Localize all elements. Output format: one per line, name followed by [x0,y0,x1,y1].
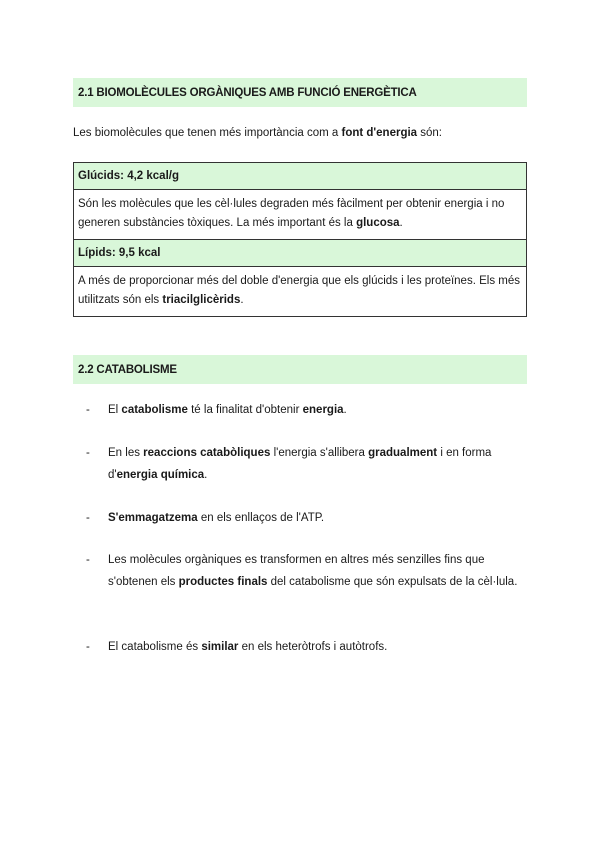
item-text: l'energia s'allibera [270,447,369,459]
item-bold: gradualment [368,447,438,459]
section-title: 2.2 CATABOLISME [78,363,177,376]
bullet-dash: - [86,641,90,653]
table-header-lipids [74,240,526,267]
lipids-header-label: Lípids: 9,5 kcal [78,247,161,259]
glucids-text-end: . [399,217,403,229]
item-text: . [343,404,347,416]
item-text: En les [108,447,144,459]
intro-text-end: són: [417,127,442,139]
lipids-text-end: . [240,294,244,306]
item-bold: energia [302,404,344,416]
section-title: 2.1 BIOMOLÈCULES ORGÀNIQUES AMB FUNCIÓ ENERGÈTICA [78,86,417,99]
lipids-bold: triacilglicèrids [162,294,241,306]
item-bold: reaccions catabòliques [143,447,271,459]
item-text: El catabolisme és [108,641,202,653]
item-text: i en forma d' [108,447,492,481]
item-text: en els heteròtrofs i autòtrofs. [238,641,388,653]
lipids-text: A més de proporcionar més del doble d'energia que els glúcids i les proteïnes. Els més utilitzats són els [78,275,520,306]
item-bold: catabolisme [121,404,188,416]
list-item-text [108,400,518,422]
item-bold: productes finals [178,575,268,588]
table-cell-lipids [74,267,526,316]
item-bold: similar [201,641,239,653]
table-header-glucids [74,163,526,190]
list-item-text [108,508,518,530]
section-heading-catabolism [73,355,527,384]
item-bold: S'emmagatzema [108,512,198,524]
energy-table [73,162,527,317]
glucids-header-label: Glúcids: 4,2 kcal/g [78,170,179,182]
item-text: El [108,404,122,416]
bullet-dash: - [86,447,90,459]
intro-text: Les biomolècules que tenen més importància com a [73,127,342,139]
list-item-text [108,443,518,486]
bullet-dash: - [86,554,90,566]
item-text: del catabolisme que són expulsats de la cèl·lula. [267,575,518,588]
bullet-dash: - [86,512,90,524]
bullet-dash: - [86,404,90,416]
list-item-text [108,637,518,659]
item-text: . [204,468,208,481]
item-text: en els enllaços de l'ATP. [197,512,325,524]
intro-paragraph [73,125,533,141]
table-cell-glucids [74,190,526,240]
glucids-bold: glucosa [356,217,400,229]
item-text: té la finalitat d'obtenir [187,404,303,416]
glucids-text: Són les molècules que les cèl·lules degraden més fàcilment per obtenir energia i no generen substàncies tòxiques. La més important és la [78,198,505,229]
item-bold: energia química [116,468,205,481]
list-item-text [108,550,518,593]
item-text: Les molècules orgàniques es transformen en altres més senzilles fins que s'obtenen els [108,554,485,588]
section-heading-biomolecules [73,78,527,107]
intro-bold: font d'energia [341,127,418,139]
